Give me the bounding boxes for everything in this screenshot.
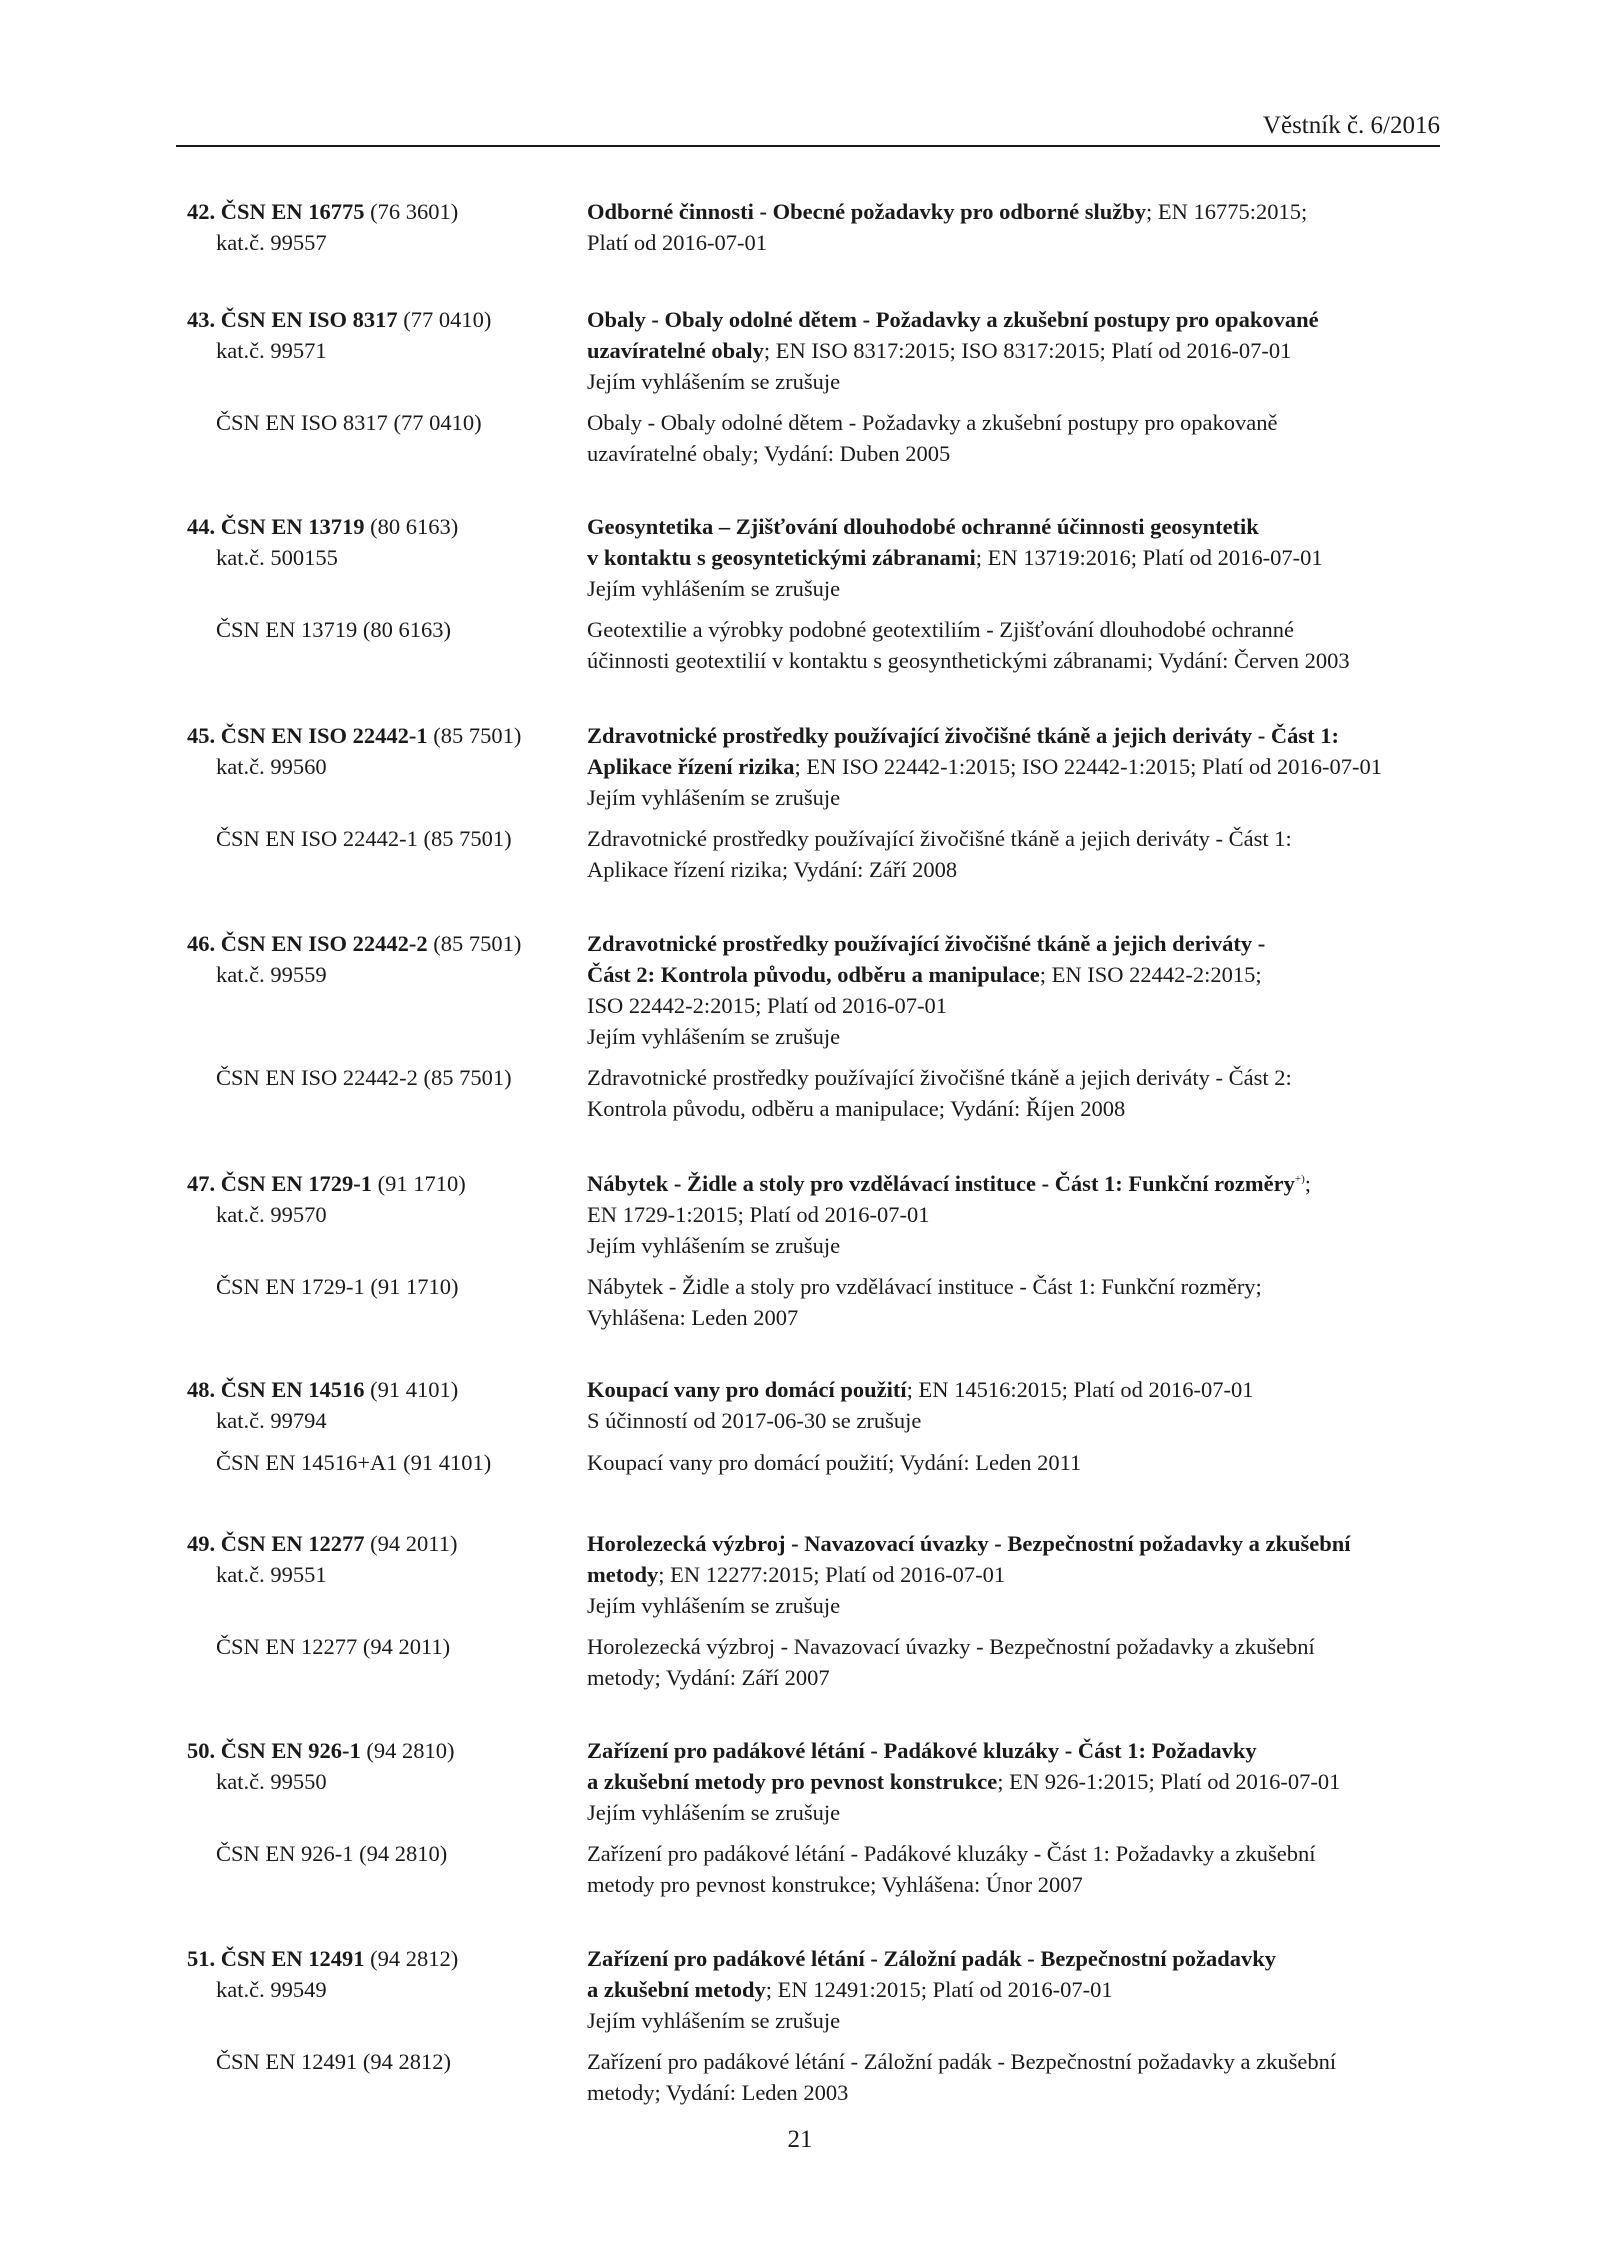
cancellation-note: Jejím vyhlášením se zrušuje [587, 2008, 841, 2033]
entry-description: Geosyntetika – Zjišťování dlouhodobé ochranné účinnosti geosyntetik v kontaktu s geosyntetickými zábranami; EN 13719:2016; Platí od 2016-07-01 Jejím vyhlášením se zrušuje [587, 511, 1447, 604]
catalog-number: kat.č. 99551 [216, 1562, 327, 1587]
replaced-standard [187, 823, 567, 854]
replaced-standard-code: ČSN EN 12491 (94 2812) [216, 2049, 451, 2074]
replaced-standard [187, 1062, 567, 1093]
entry-description: Nábytek - Židle a stoly pro vzdělávací instituce - Část 1: Funkční rozměry+); EN 1729-1:2015; Platí od 2016-07-01 Jejím vyhlášením se zrušuje [587, 1168, 1447, 1261]
entry-description: Zdravotnické prostředky používající živočišné tkáně a jejich deriváty - Část 2: Kontrola původu, odběru a manipulace; EN ISO 22442-2:2015; ISO 22442-2:2015; Platí od 2016-07-01 Jejím vyhlášením se zrušuje [587, 928, 1447, 1052]
classification-code: (80 6163) [370, 514, 459, 539]
footnote-marker: +) [1294, 1173, 1305, 1185]
cancellation-note: Jejím vyhlášením se zrušuje [587, 1593, 841, 1618]
replaced-standard [187, 1271, 567, 1302]
replaced-description: Obaly - Obaly odolné dětem - Požadavky a zkušební postupy pro opakovaně uzavíratelné obaly; Vydání: Duben 2005 [587, 410, 1278, 466]
classification-code: (77 0410) [403, 307, 492, 332]
replaced-standard-code: ČSN EN 13719 (80 6163) [216, 617, 451, 642]
entry-identifiers [187, 720, 567, 782]
replaced-standard-code: ČSN EN ISO 8317 (77 0410) [216, 410, 482, 435]
entry-identifiers [187, 1528, 567, 1590]
entry-number: 47. [187, 1171, 216, 1196]
entry-number: 50. [187, 1738, 216, 1763]
cancellation-note: Jejím vyhlášením se zrušuje [587, 1024, 841, 1049]
standard-code: ČSN EN ISO 22442-2 [220, 931, 428, 956]
replaced-standard [187, 1838, 567, 1869]
replaced-description: Zařízení pro padákové létání - Záložní padák - Bezpečnostní požadavky a zkušební metody; Vydání: Leden 2003 [587, 2049, 1337, 2105]
classification-code: (91 1710) [377, 1171, 466, 1196]
entry-identifiers [187, 1735, 567, 1797]
entry-description: Koupací vany pro domácí použití; EN 14516:2015; Platí od 2016-07-01 S účinností od 2017-06-30 se zrušuje [587, 1374, 1447, 1436]
page-number: 21 [787, 2126, 813, 2153]
standard-code: ČSN EN 13719 [220, 514, 365, 539]
classification-code: (76 3601) [370, 199, 459, 224]
entry-description: Zařízení pro padákové létání - Padákové kluzáky - Část 1: Požadavky a zkušební metody pro pevnost konstrukce; EN 926-1:2015; Platí od 2016-07-01 Jejím vyhlášením se zrušuje [587, 1735, 1447, 1828]
catalog-number: kat.č. 99570 [216, 1202, 327, 1227]
replaced-standard-code: ČSN EN ISO 22442-2 (85 7501) [216, 1065, 512, 1090]
entry-description: Obaly - Obaly odolné dětem - Požadavky a zkušební postupy pro opakované uzavíratelné obaly; EN ISO 8317:2015; ISO 8317:2015; Platí od 2016-07-01 Jejím vyhlášením se zrušuje [587, 304, 1447, 397]
standard-title-cont: v kontaktu s geosyntetickými zábranami [587, 545, 976, 570]
standard-code: ČSN EN 12277 [220, 1531, 365, 1556]
standard-title-cont: uzavíratelné obaly [587, 338, 764, 363]
cancellation-note: Jejím vyhlášením se zrušuje [587, 1800, 841, 1825]
standard-code: ČSN EN ISO 8317 [220, 307, 398, 332]
entry-number: 43. [187, 307, 216, 332]
header-rule [176, 145, 1440, 147]
standard-title: Geosyntetika – Zjišťování dlouhodobé ochranné účinnosti geosyntetik [587, 514, 1259, 539]
replaced-description: Zdravotnické prostředky používající živočišné tkáně a jejich deriváty - Část 1: Aplikace řízení rizika; Vydání: Září 2008 [587, 826, 1292, 882]
entry-number: 45. [187, 723, 216, 748]
replaced-description: Horolezecká výzbroj - Navazovací úvazky - Bezpečnostní požadavky a zkušební metody; Vydání: Září 2007 [587, 1634, 1315, 1690]
replaced-standard [187, 1447, 567, 1478]
entry-number: 46. [187, 931, 216, 956]
cancellation-note: Jejím vyhlášením se zrušuje [587, 576, 841, 601]
entry-identifiers [187, 928, 567, 990]
catalog-number: kat.č. 99557 [216, 230, 327, 255]
standard-title: Zařízení pro padákové létání - Záložní padák - Bezpečnostní požadavky [587, 1946, 1277, 1971]
standard-title: Zařízení pro padákové létání - Padákové kluzáky - Část 1: Požadavky [587, 1738, 1257, 1763]
replaced-standard-code: ČSN EN 12277 (94 2011) [216, 1634, 451, 1659]
cancellation-note: S účinností od 2017-06-30 se zrušuje [587, 1408, 922, 1433]
standard-title-cont: Aplikace řízení rizika [587, 754, 795, 779]
classification-code: (85 7501) [433, 931, 522, 956]
standard-title: Zdravotnické prostředky používající živočišné tkáně a jejich deriváty - Část 1: [587, 723, 1340, 748]
replaced-description: Geotextilie a výrobky podobné geotextiliím - Zjišťování dlouhodobé ochranné účinnosti geotextilií v kontaktu s geosynthetickými zábranami; Vydání: Červen 2003 [587, 617, 1350, 673]
entry-description: Odborné činnosti - Obecné požadavky pro odborné služby; EN 16775:2015; Platí od 2016-07-01 [587, 196, 1447, 258]
entry-number: 51. [187, 1946, 216, 1971]
replaced-description: Nábytek - Židle a stoly pro vzdělávací instituce - Část 1: Funkční rozměry; Vyhlášena: Leden 2007 [587, 1274, 1262, 1330]
entry-description: Zařízení pro padákové létání - Záložní padák - Bezpečnostní požadavky a zkušební metody; EN 12491:2015; Platí od 2016-07-01 Jejím vyhlášením se zrušuje [587, 1943, 1447, 2036]
entry-description: Horolezecká výzbroj - Navazovací úvazky - Bezpečnostní požadavky a zkušební metody; EN 12277:2015; Platí od 2016-07-01 Jejím vyhlášením se zrušuje [587, 1528, 1447, 1621]
bulletin-title: Věstník č. 6/2016 [1262, 112, 1440, 139]
cancellation-note: Jejím vyhlášením se zrušuje [587, 369, 841, 394]
validity-date: Platí od 2016-07-01 [587, 230, 767, 255]
replaced-description: Koupací vany pro domácí použití; Vydání: Leden 2011 [587, 1450, 1082, 1475]
standard-code: ČSN EN 16775 [220, 199, 365, 224]
entry-identifiers [187, 511, 567, 573]
standard-title-cont: metody [587, 1562, 659, 1587]
replaced-standard [187, 407, 567, 438]
entry-identifiers [187, 304, 567, 366]
catalog-number: kat.č. 99549 [216, 1977, 327, 2002]
classification-code: (91 4101) [370, 1377, 459, 1402]
standard-title-cont: Část 2: Kontrola původu, odběru a manipulace [587, 962, 1040, 987]
classification-code: (94 2011) [370, 1531, 458, 1556]
replaced-standard-code: ČSN EN 1729-1 (91 1710) [216, 1274, 459, 1299]
catalog-number: kat.č. 99559 [216, 962, 327, 987]
entry-identifiers [187, 1168, 567, 1230]
catalog-number: kat.č. 99560 [216, 754, 327, 779]
catalog-number: kat.č. 99794 [216, 1408, 327, 1433]
replaced-standard [187, 2046, 567, 2077]
catalog-number: kat.č. 99550 [216, 1769, 327, 1794]
standard-title: Zdravotnické prostředky používající živočišné tkáně a jejich deriváty - [587, 931, 1266, 956]
replaced-standard [187, 1631, 567, 1662]
standard-title: Odborné činnosti - Obecné požadavky pro odborné služby [587, 199, 1147, 224]
entry-identifiers [187, 1943, 567, 2005]
replaced-standard-code: ČSN EN ISO 22442-1 (85 7501) [216, 826, 512, 851]
cancellation-note: Jejím vyhlášením se zrušuje [587, 785, 841, 810]
replaced-standard [187, 614, 567, 645]
cancellation-note: Jejím vyhlášením se zrušuje [587, 1233, 841, 1258]
entry-number: 42. [187, 199, 216, 224]
standard-code: ČSN EN 12491 [220, 1946, 365, 1971]
standard-title-cont: a zkušební metody [587, 1977, 766, 2002]
entry-number: 49. [187, 1531, 216, 1556]
standard-code: ČSN EN 926-1 [220, 1738, 361, 1763]
replaced-standard-code: ČSN EN 926-1 (94 2810) [216, 1841, 448, 1866]
entry-number: 44. [187, 514, 216, 539]
replaced-description: Zdravotnické prostředky používající živočišné tkáně a jejich deriváty - Část 2: Kontrola původu, odběru a manipulace; Vydání: Říjen 2008 [587, 1065, 1292, 1121]
standard-title: Obaly - Obaly odolné dětem - Požadavky a zkušební postupy pro opakované [587, 307, 1319, 332]
standard-title: Horolezecká výzbroj - Navazovací úvazky - Bezpečnostní požadavky a zkušební [587, 1531, 1351, 1556]
classification-code: (94 2812) [370, 1946, 459, 1971]
classification-code: (85 7501) [433, 723, 522, 748]
classification-code: (94 2810) [366, 1738, 455, 1763]
entry-description: Zdravotnické prostředky používající živočišné tkáně a jejich deriváty - Část 1: Aplikace řízení rizika; EN ISO 22442-1:2015; ISO 22442-1:2015; Platí od 2016-07-01 Jejím vyhlášením se zrušuje [587, 720, 1447, 813]
standard-code: ČSN EN 14516 [220, 1377, 365, 1402]
replaced-standard-code: ČSN EN 14516+A1 (91 4101) [216, 1450, 492, 1475]
replaced-description: Zařízení pro padákové létání - Padákové kluzáky - Část 1: Požadavky a zkušební metody pro pevnost konstrukce; Vyhlášena: Únor 2007 [587, 1841, 1316, 1897]
entry-number: 48. [187, 1377, 216, 1402]
standard-title: Nábytek - Židle a stoly pro vzdělávací instituce - Část 1: Funkční rozměry [587, 1171, 1295, 1196]
standard-code: ČSN EN ISO 22442-1 [220, 723, 428, 748]
standard-code: ČSN EN 1729-1 [220, 1171, 373, 1196]
standard-title-cont: a zkušební metody pro pevnost konstrukce [587, 1769, 998, 1794]
standard-title: Koupací vany pro domácí použití [587, 1377, 907, 1402]
catalog-number: kat.č. 500155 [216, 545, 338, 570]
catalog-number: kat.č. 99571 [216, 338, 327, 363]
entry-identifiers [187, 1374, 567, 1436]
entry-identifiers [187, 196, 567, 258]
